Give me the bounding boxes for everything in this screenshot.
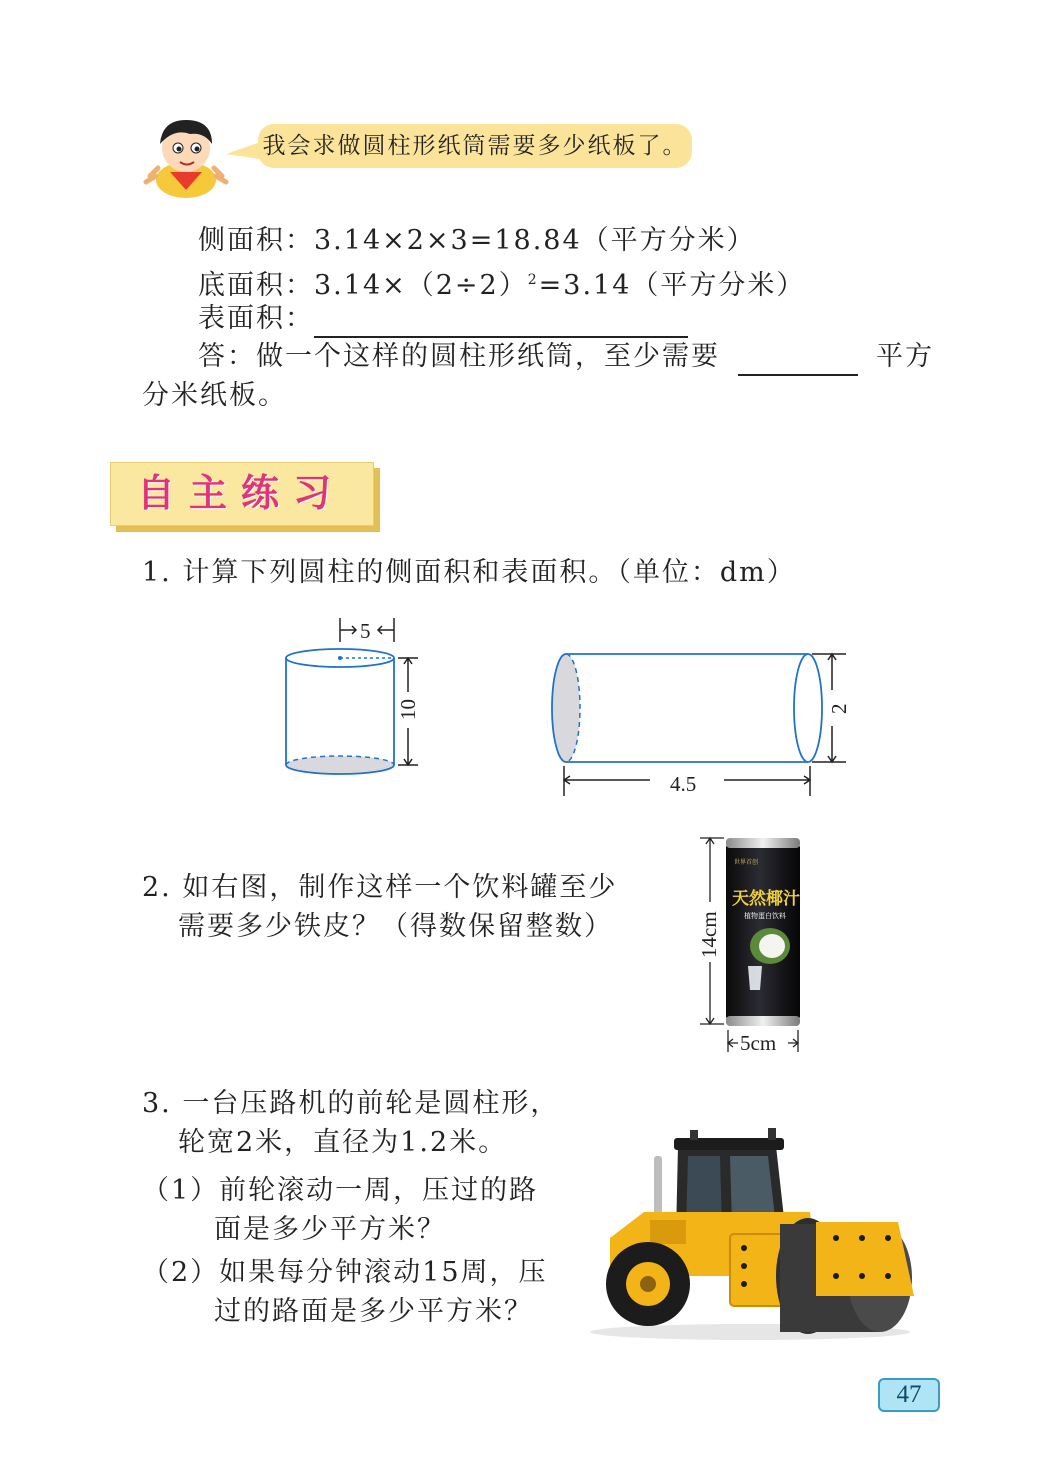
can-brand-text: 天然椰汁: [732, 889, 800, 909]
question-3-line-2: 轮宽2米，直径为1.2米。: [178, 1127, 508, 1158]
drink-can-image: [696, 834, 816, 1056]
answer-line: [198, 338, 934, 376]
surface-area-blank[interactable]: [314, 306, 688, 338]
surface-area-label: 表面积：: [198, 303, 314, 334]
can-height-dimension: [697, 838, 724, 1024]
can-small-top-text: 世界首创: [734, 859, 759, 866]
cylinder-horizontal-diagram: [540, 640, 860, 810]
base-area-line: [198, 261, 805, 305]
diameter-dimension: [340, 618, 394, 643]
question-1-text: 1. 计算下列圆柱的侧面积和表面积。（单位：dm）: [142, 557, 796, 588]
can-width-label: 5cm: [740, 1031, 777, 1055]
answer-unit: 平方: [876, 341, 934, 372]
surface-area-line: [198, 300, 688, 338]
height-dimension: [396, 658, 420, 765]
boy-mascot-illustration: [140, 110, 232, 202]
cyl2-diameter-label: 2: [827, 703, 851, 714]
question-3-sub-1-line-2: 面是多少平方米？: [214, 1214, 446, 1245]
speech-bubble: 我会求做圆柱形纸筒需要多少纸板了。: [258, 124, 692, 168]
section-title: 自主练习: [136, 471, 345, 515]
length-dimension: [564, 766, 810, 796]
base-area-prefix: 底面积：3.14×（2÷2）: [198, 270, 528, 301]
can-width-dimension: [728, 1030, 798, 1055]
answer-prefix: 答：做一个这样的圆柱形纸筒，至少需要: [198, 341, 720, 372]
cyl1-diameter-label: 5: [360, 619, 371, 643]
cyl1-height-label: 10: [396, 699, 420, 720]
base-area-suffix: =3.14（平方分米）: [538, 270, 806, 301]
question-2-line-1: 2. 如右图，制作这样一个饮料罐至少: [142, 872, 618, 903]
cyl2-length-label: 4.5: [670, 772, 697, 796]
question-3-sub-1-line-1: （1）前轮滚动一周，压过的路: [142, 1175, 539, 1206]
answer-line-2: 分米纸板。: [142, 380, 287, 411]
question-3-line-1: 3. 一台压路机的前轮是圆柱形，: [142, 1088, 560, 1119]
cylinder-upright-diagram: [270, 610, 440, 780]
page-number: 47: [878, 1378, 940, 1412]
question-2-line-2: 需要多少铁皮？（得数保留整数）: [178, 911, 613, 942]
question-3-sub-2-line-1: （2）如果每分钟滚动15周，压: [142, 1257, 548, 1288]
lateral-area-line: 侧面积：3.14×2×3=18.84（平方分米）: [198, 225, 756, 256]
can-sub-text: 植物蛋白饮料: [744, 912, 786, 920]
road-roller-image: [580, 1126, 920, 1342]
can-height-label: 14cm: [697, 911, 721, 958]
answer-blank[interactable]: [738, 346, 858, 376]
question-3-sub-2-line-2: 过的路面是多少平方米？: [214, 1296, 533, 1327]
base-area-exponent: 2: [527, 272, 539, 288]
